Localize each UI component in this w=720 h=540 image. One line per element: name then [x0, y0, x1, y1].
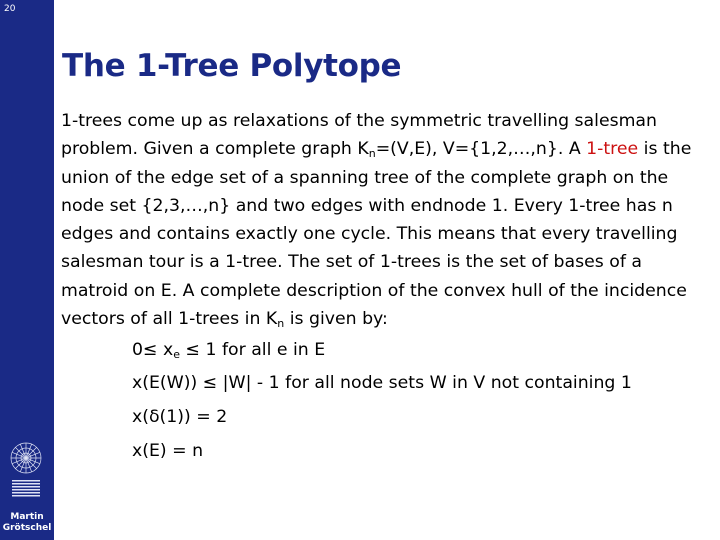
paragraph-text-2: =(V,E), V={1,2,…,n}. A: [375, 139, 587, 160]
subscript-n-1: n: [368, 147, 376, 161]
slide-title: The 1-Tree Polytope: [62, 48, 402, 84]
subscript-n-2: n: [277, 317, 285, 331]
formula-subtour: x(E(W)) ≤ |W| - 1 for all node sets W in V not containing 1: [132, 373, 632, 393]
formula-bounds-subscript: e: [173, 348, 180, 361]
author-last-name: Grötschel: [2, 523, 52, 533]
formula-bounds: [132, 339, 325, 361]
paragraph-text-4: is given by:: [284, 309, 388, 330]
formula-edge-count: x(E) = n: [132, 441, 204, 461]
paragraph-text-3: is the union of the edge set of a spanning tree of the complete graph on the node set {2,3,…,n} and two edges with endnode 1. Every 1-tree has n edges and contains exactly one cycle. This means that every travelling salesman tour is a 1-tree. The set of 1-trees is the set of bases of a matroid on E. A complete description of the convex hull of the incidence vectors of all 1-trees in K: [61, 139, 692, 330]
zib-logo: [3, 438, 49, 508]
formula-degree: x(δ(1)) = 2: [132, 407, 228, 427]
formula-bounds-pre: 0≤ x: [132, 340, 174, 360]
body-paragraph: [61, 107, 713, 333]
author-name: [0, 512, 54, 534]
paragraph-text-1: 1-trees come up as relaxations of the symmetric travelling salesman problem. Given a complete graph K: [61, 111, 657, 160]
formula-bounds-post: ≤ 1 for all e in E: [179, 340, 326, 360]
highlighted-term: 1-tree: [586, 139, 639, 160]
sidebar: [0, 0, 54, 540]
author-first-name: Martin: [10, 512, 44, 522]
slide-number: 20: [4, 4, 16, 14]
